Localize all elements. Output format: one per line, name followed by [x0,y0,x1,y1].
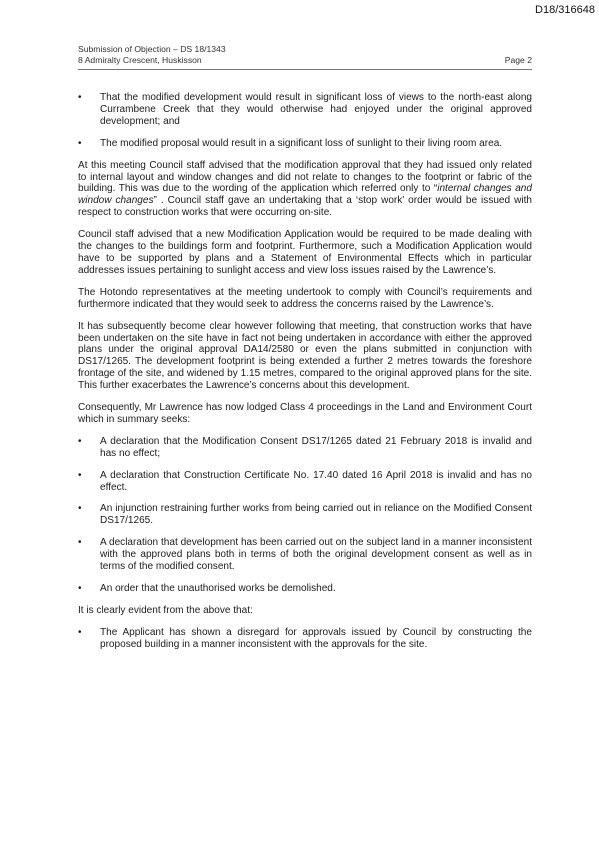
list-item: • The Applicant has shown a disregard for approvals issued by Council by constructing the proposed building in a manner inconsistent with the approvals for the site. [78,627,532,651]
page-header [78,44,532,70]
paragraph-hotondo: The Hotondo representatives at the meeting undertook to comply with Council’s requirements and furthermore indicated that they would seek to address the concerns raised by the Lawrence’s. [78,286,532,310]
bullet-list-conclusions [78,627,532,651]
document-body [78,92,532,651]
quoted-wording: internal changes and window changes [78,183,532,207]
list-item: • A declaration that development has been carried out on the subject land in a manner inconsistent with the approved plans both in terms of both the original development consent as well as in terms of the modified consent. [78,537,532,573]
bullet-list-orders-sought [78,436,532,595]
list-item: • An injunction restraining further works from being carried out in reliance on the Modified Consent DS17/1265. [78,503,532,527]
bullet-list-impacts [78,92,532,150]
list-item: • That the modified development would result in significant loss of views to the north-east along Currambene Creek that they would otherwise had enjoyed under the original approved development; and [78,92,532,128]
page-number: Page 2 [504,55,532,65]
list-item: • A declaration that the Modification Consent DS17/1265 dated 21 February 2018 is invalid and has no effect; [78,436,532,460]
paragraph-text: ” . Council staff gave an undertaking that a ‘stop work’ order would be issued with respect to construction works that were occurring on-site. [78,195,532,219]
header-title: Submission of Objection – DS 18/1343 [78,44,226,54]
header-row-2 [78,55,532,66]
paragraph-text: At this meeting Council staff advised that the modification approval that they had issued only related to internal layout and window changes and did not relate to changes to the footprint or fabric of the building. This was due to the wording of the application which referred only to “ [78,159,532,195]
document-reference-stamp: D18/316648 [535,4,595,16]
paragraph-construction-works: It has subsequently become clear however following that meeting, that construction works that have been undertaken on the site have in fact not being undertaken in accordance with either the approved plans under the original approval DA14/2580 or even the plans submitted in conjunction with DS17/1265. The development footprint is being extended a further 2 metres towards the foreshore frontage of the site, and widened by 1.15 metres, compared to the original approved plans for the site. This further exacerbates the Lawrence’s concerns about this development. [78,320,532,392]
list-item: • The modified proposal would result in a significant loss of sunlight to their living room area. [78,138,532,150]
paragraph-council-advice [78,160,532,220]
paragraph-class4-proceedings: Consequently, Mr Lawrence has now lodged Class 4 proceedings in the Land and Environment Court which in summary seeks: [78,402,532,425]
header-divider [78,69,532,70]
header-address: 8 Admiralty Crescent, Huskisson [78,55,202,65]
paragraph-conclusion-intro: It is clearly evident from the above that: [78,604,253,616]
paragraph-modification-application: Council staff advised that a new Modification Application would be required to be made dealing with the changes to the buildings form and footprint. Furthermore, such a Modification Application would have to be supported by plans and a Statement of Environmental Effects which in particular addresses issues pertaining to sunlight access and view loss issues raised by the Lawrence’s. [78,229,532,276]
list-item: • A declaration that Construction Certificate No. 17.40 dated 16 April 2018 is invalid and has no effect. [78,470,532,494]
header-row-1 [78,44,532,55]
list-item: • An order that the unauthorised works be demolished. [78,583,532,595]
